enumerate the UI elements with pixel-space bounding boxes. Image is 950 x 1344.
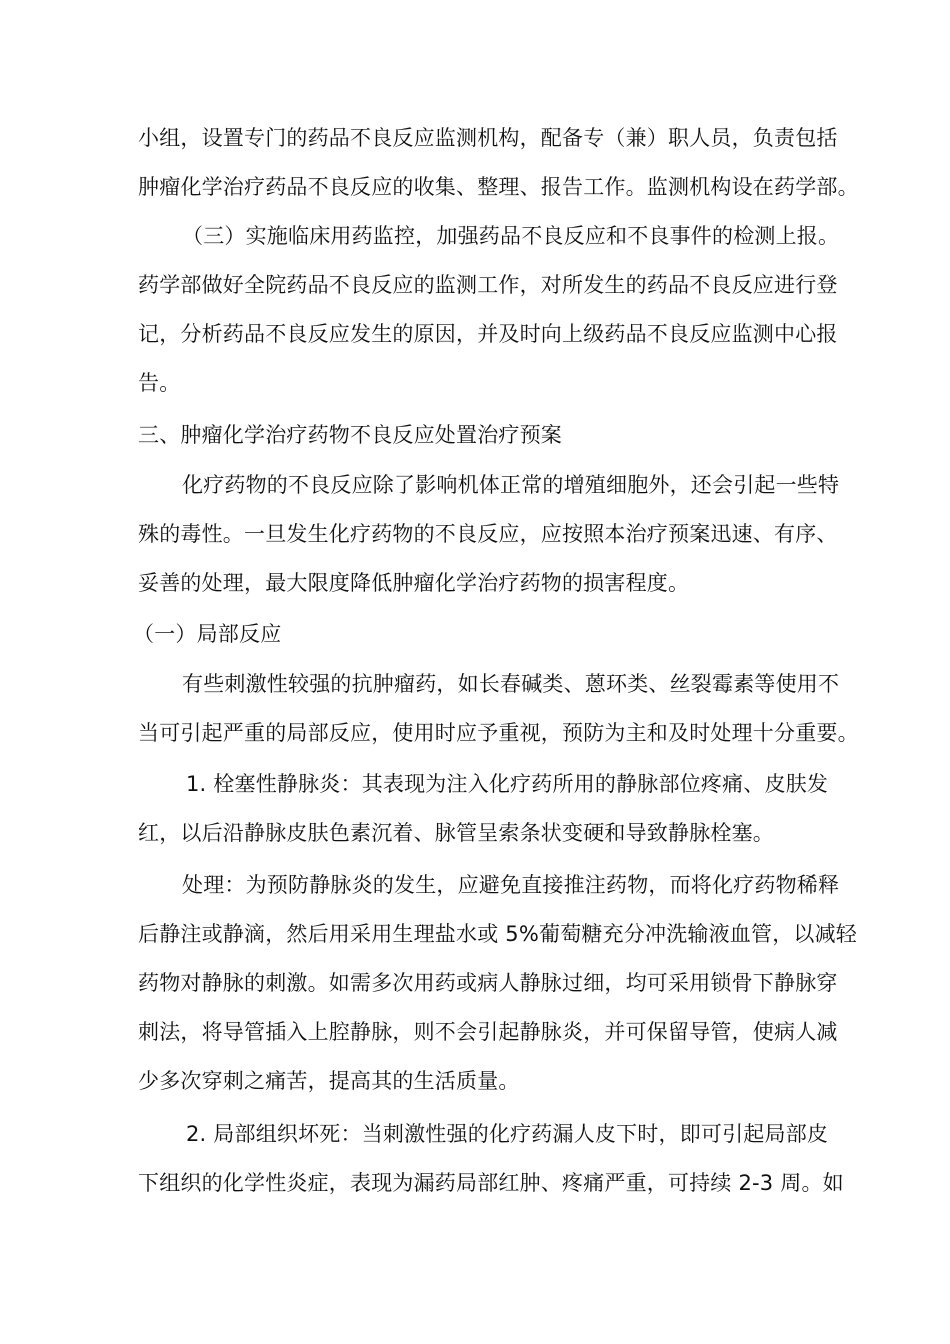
paragraph-line: 后静注或静滴，然后用采用生理盐水或 5%葡萄糖充分冲洗输液血管，以减轻 [138,922,857,946]
paragraph-line: 记，分析药品不良反应发生的原因，并及时向上级药品不良反应监测中心报 [138,322,838,346]
paragraph-line: 少多次穿刺之痛苦，提高其的生活质量。 [138,1069,520,1093]
paragraph-line: 当可引起严重的局部反应，使用时应予重视，预防为主和及时处理十分重要。 [138,721,859,745]
paragraph-line: 殊的毒性。一旦发生化疗药物的不良反应，应按照本治疗预案迅速、有序、 [138,522,838,546]
paragraph-line: 药学部做好全院药品不良反应的监测工作，对所发生的药品不良反应进行登 [138,273,838,297]
paragraph-line: 刺法，将导管插入上腔静脉，则不会引起静脉炎，并可保留导管，使病人减 [138,1020,838,1044]
section-heading: （三）实施临床用药监控，加强药品不良反应和不良事件的检测上报。 [182,224,840,248]
paragraph-line: 肿瘤化学治疗药品不良反应的收集、整理、报告工作。监测机构设在药学部。 [138,175,859,199]
paragraph-line: 红，以后沿静脉皮肤色素沉着、脉管呈索条状变硬和导致静脉栓塞。 [138,821,774,845]
paragraph-line: 告。 [138,371,181,395]
paragraph-line: 妥善的处理，最大限度降低肿瘤化学治疗药物的损害程度。 [138,571,690,595]
list-item: 1. 栓塞性静脉炎：其表现为注入化疗药所用的静脉部位疼痛、皮肤发 [186,772,829,796]
list-item: 2. 局部组织坏死：当刺激性强的化疗药漏人皮下时，即可引起局部皮 [186,1122,829,1146]
section-heading: 三、肿瘤化学治疗药物不良反应处置治疗预案 [138,423,562,447]
paragraph-line: 小组，设置专门的药品不良反应监测机构，配备专（兼）职人员，负责包括 [138,126,838,150]
paragraph-line: 有些刺激性较强的抗肿瘤药，如长春碱类、蒽环类、丝裂霉素等使用不 [182,672,840,696]
subsection-heading: （一）局部反应 [133,622,282,646]
paragraph-line: 化疗药物的不良反应除了影响机体正常的增殖细胞外，还会引起一些特 [182,473,840,497]
paragraph-line: 处理：为预防静脉炎的发生，应避免直接推注药物，而将化疗药物稀释 [182,873,840,897]
paragraph-line: 药物对静脉的刺激。如需多次用药或病人静脉过细，均可采用锁骨下静脉穿 [138,971,838,995]
paragraph-line: 下组织的化学性炎症，表现为漏药局部红肿、疼痛严重，可持续 2-3 周。如 [138,1171,844,1195]
